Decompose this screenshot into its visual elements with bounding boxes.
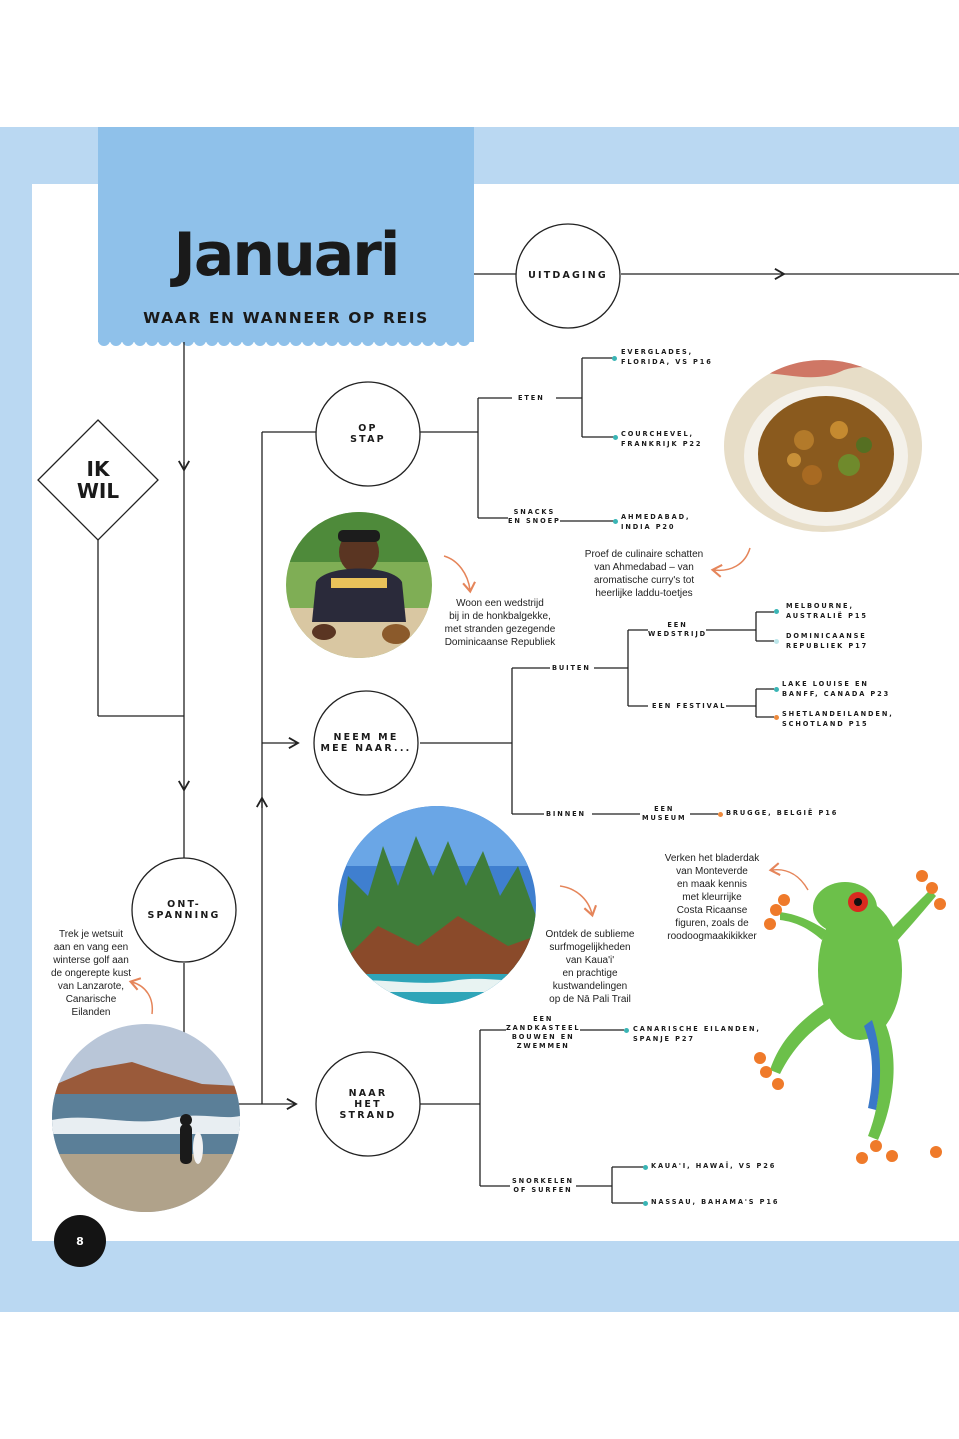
dest-everglades: EVERGLADES, FLORIDA, VS P16 <box>621 348 713 366</box>
page-number: 8 <box>54 1215 106 1267</box>
caption-curry: Proef de culinaire schatten van Ahmedabad – van aromatische curry's tot heerlijke laddu-toetjes <box>584 549 704 599</box>
teal-dot-icon <box>643 1201 648 1206</box>
dest-kauai: KAUA'I, HAWAÏ, VS P26 <box>651 1162 777 1170</box>
teal-dot-icon <box>613 519 618 524</box>
branch-snacks: SNACKS EN SNOEP <box>508 508 561 525</box>
orange-dot-icon <box>718 812 723 817</box>
node-uitdaging: UITDAGING <box>528 269 608 281</box>
page-subtitle: WAAR EN WANNEER OP REIS <box>143 309 429 327</box>
teal-dot-icon <box>774 609 779 614</box>
branch-een-festival: EEN FESTIVAL <box>652 702 727 710</box>
dest-courchevel: COURCHEVEL, FRANKRIJK P22 <box>621 430 703 448</box>
light-dot-icon <box>774 639 779 644</box>
teal-dot-icon <box>624 1028 629 1033</box>
branch-een-museum: EEN MUSEUM <box>642 805 687 822</box>
caption-frog: Verken het bladerdak van Monteverde en maak kennis met kleurrijke Costa Ricaanse figuren, zoals de roodoogmaakikikker <box>664 853 760 942</box>
teal-dot-icon <box>613 435 618 440</box>
kauai-coast-photo <box>338 806 536 1004</box>
dest-ahmedabad: AHMEDABAD, INDIA P20 <box>621 513 691 531</box>
node-ontspanning: ONT- SPANNING <box>147 899 221 921</box>
dest-melbourne: MELBOURNE, AUSTRALIË P15 <box>786 602 868 620</box>
dest-brugge: BRUGGE, BELGIË P16 <box>726 809 839 817</box>
teal-dot-icon <box>774 687 779 692</box>
dest-nassau: NASSAU, BAHAMA'S P16 <box>651 1198 780 1206</box>
start-node-ik-wil: IK WIL <box>76 457 120 503</box>
branch-zandkasteel: EEN ZANDKASTEEL BOUWEN EN ZWEMMEN <box>506 1015 581 1050</box>
teal-dot-icon <box>643 1165 648 1170</box>
surfer-beach-photo <box>52 1024 240 1212</box>
tree-frog-illustration <box>750 860 950 1190</box>
page-title: Januari <box>173 220 399 290</box>
branch-eten: ETEN <box>518 394 545 402</box>
branch-binnen: BINNEN <box>546 810 586 818</box>
node-naar-het-strand: NAAR HET STRAND <box>339 1087 397 1121</box>
branch-buiten: BUITEN <box>552 664 591 672</box>
node-neem-me-mee: NEEM ME MEE NAAR... <box>320 732 412 754</box>
branch-een-wedstrijd: EEN WEDSTRIJD <box>648 621 708 638</box>
node-op-stap: OP STAP <box>350 423 386 445</box>
dest-lake-louise: LAKE LOUISE EN BANFF, CANADA P23 <box>782 680 891 698</box>
caption-surf: Trek je wetsuit aan en vang een winterse golf aan de ongerepte kust van Lanzarote, Canarische Eilanden <box>50 929 132 1018</box>
teal-dot-icon <box>612 356 617 361</box>
orange-dot-icon <box>774 715 779 720</box>
branch-snorkelen: SNORKELEN OF SURFEN <box>512 1177 574 1194</box>
caption-kauai: Ontdek de sublieme surfmogelijkheden van Kaua'i' en prachtige kustwandelingen op de Nā Pali Trail <box>545 929 635 1005</box>
caption-baseball: Woon een wedstrijd bij in de honkbalgekke, met stranden gezegende Dominicaanse Republiek <box>444 598 556 648</box>
dest-canarische: CANARISCHE EILANDEN, SPANJE P27 <box>633 1025 761 1043</box>
dest-shetland: SHETLANDEILANDEN, SCHOTLAND P15 <box>782 710 894 728</box>
baseball-player-photo <box>286 512 432 658</box>
dest-dominicaanse: DOMINICAANSE REPUBLIEK P17 <box>786 632 869 650</box>
curry-photo <box>724 360 922 532</box>
